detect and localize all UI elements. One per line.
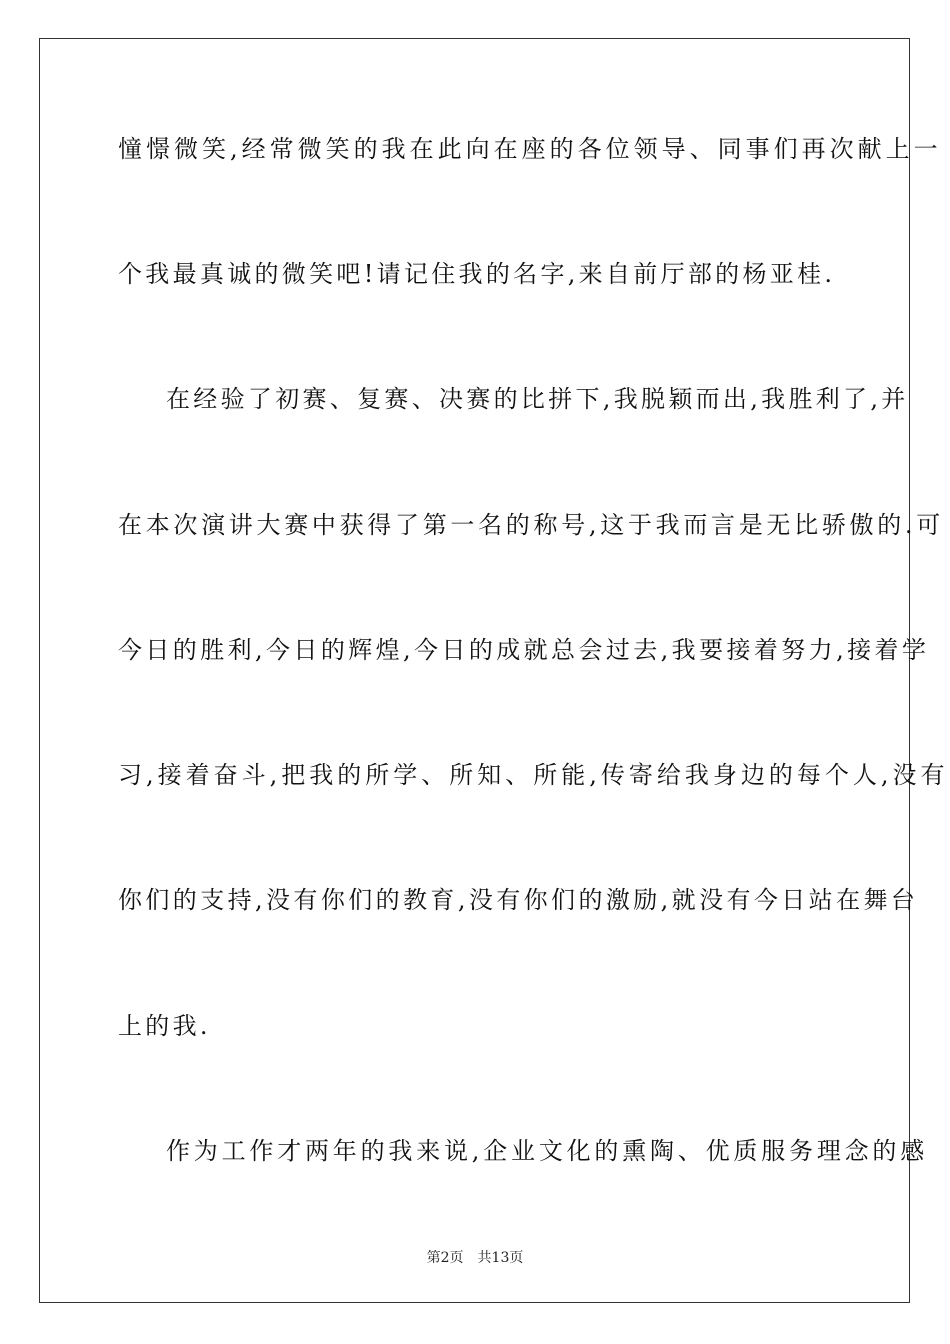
page-footer: [0, 1249, 950, 1267]
paragraph-start-line: 在经验了初赛、复赛、决赛的比拼下,我脱颖而出,我胜利了,并: [166, 385, 909, 413]
page-total: 共13页: [477, 1250, 524, 1266]
page-frame: [39, 38, 949, 1303]
page-number: 第2页: [426, 1250, 464, 1266]
text-line: 憧憬微笑,经常微笑的我在此向在座的各位领导、同事们再次献上一: [118, 135, 942, 163]
paragraph-start-line: 作为工作才两年的我来说,企业文化的熏陶、优质服务理念的感: [166, 1137, 929, 1165]
text-line: 今日的胜利,今日的辉煌,今日的成就总会过去,我要接着努力,接着学: [118, 636, 930, 664]
text-line: 个我最真诚的微笑吧!请记住我的名字,来自前厅部的杨亚桂.: [118, 260, 836, 288]
text-line: 你们的支持,没有你们的教育,没有你们的激励,就没有今日站在舞台: [118, 886, 919, 914]
text-line: 上的我.: [118, 1012, 211, 1040]
text-line: 习,接着奋斗,把我的所学、所知、所能,传寄给我身边的每个人,没有: [118, 761, 949, 789]
text-line: 在本次演讲大赛中获得了第一名的称号,这于我而言是无比骄傲的.可: [118, 511, 944, 539]
